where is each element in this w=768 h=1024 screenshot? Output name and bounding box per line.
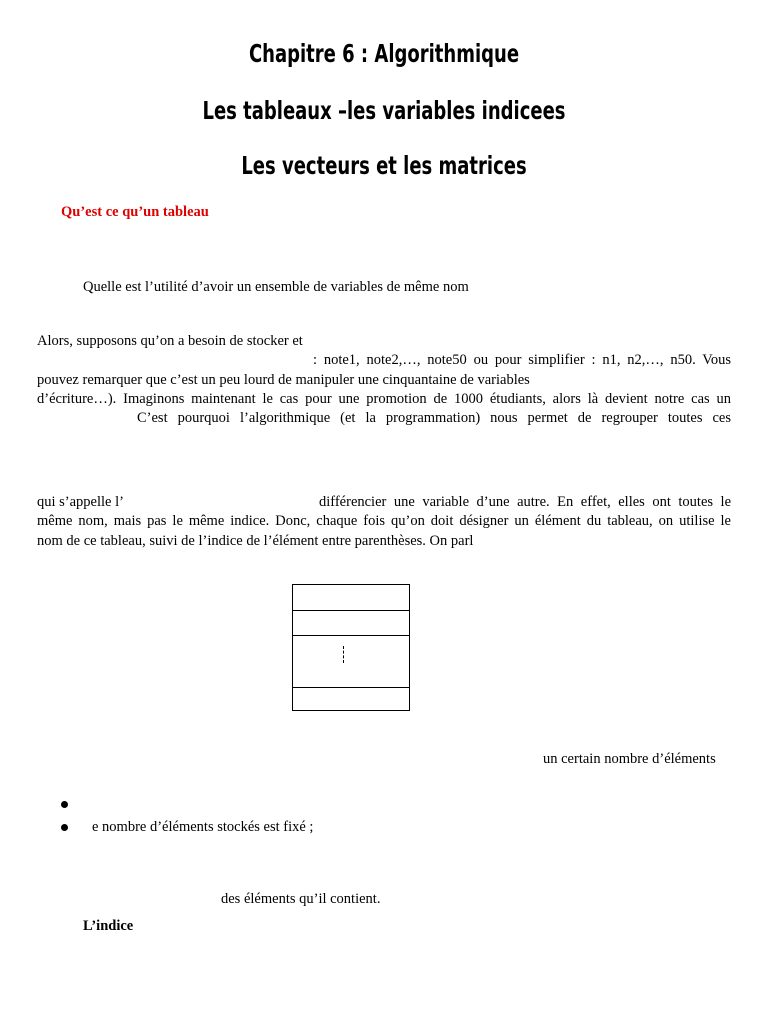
para1-line4: d’écriture…). Imaginons maintenant le cas pour une promotion de 1000 étudiants, alors là devient notre cas un <box>37 391 731 407</box>
bullet-dot <box>61 801 68 808</box>
para1-line3: pouvez remarquer que c’est un peu lourd de manipuler une cinquantaine de variables <box>37 372 530 388</box>
array-cell-divider <box>293 635 409 636</box>
para2-line1-end: différencier une variable d’une autre. En effet, elles ont toutes le <box>319 494 731 510</box>
array-diagram <box>292 584 410 711</box>
para2-line3: nom de ce tableau, suivi de l’indice de l’élément entre parenthèses. On parl <box>37 533 474 549</box>
closing-line: des éléments qu’il contient. <box>221 891 381 907</box>
bullet-dot <box>61 824 68 831</box>
indice-heading: L’indice <box>83 918 134 934</box>
array-cell-divider <box>293 687 409 688</box>
ellipsis-dashes <box>343 646 344 663</box>
subtitle-vecteurs: Les vecteurs et les matrices <box>241 151 527 180</box>
para1-line1: Alors, supposons qu’on a besoin de stocker et <box>37 333 303 349</box>
subtitle-tableaux: Les tableaux –les variables indicees <box>202 96 566 125</box>
para1-line2: : note1, note2,…, note50 ou pour simplifier : n1, n2,…, n50. Vous <box>313 352 731 368</box>
chapter-title: Chapitre 6 : Algorithmique <box>248 39 520 68</box>
after-table-line: un certain nombre d’éléments <box>543 751 716 767</box>
para2-line2: même nom, mais pas le même indice. Donc, chaque fois qu’on doit désigner un élément du tableau, on utilise le <box>37 513 731 529</box>
section-heading: Qu’est ce qu’un tableau <box>61 204 209 220</box>
para1-line5: C’est pourquoi l’algorithmique (et la programmation) nous permet de regrouper toutes ces <box>137 410 731 426</box>
question-line: Quelle est l’utilité d’avoir un ensemble de variables de même nom <box>83 279 469 295</box>
para2-line1-start: qui s’appelle l’ <box>37 494 124 510</box>
bullet-item-2: e nombre d’éléments stockés est fixé ; <box>92 819 314 835</box>
array-cell-divider <box>293 610 409 611</box>
